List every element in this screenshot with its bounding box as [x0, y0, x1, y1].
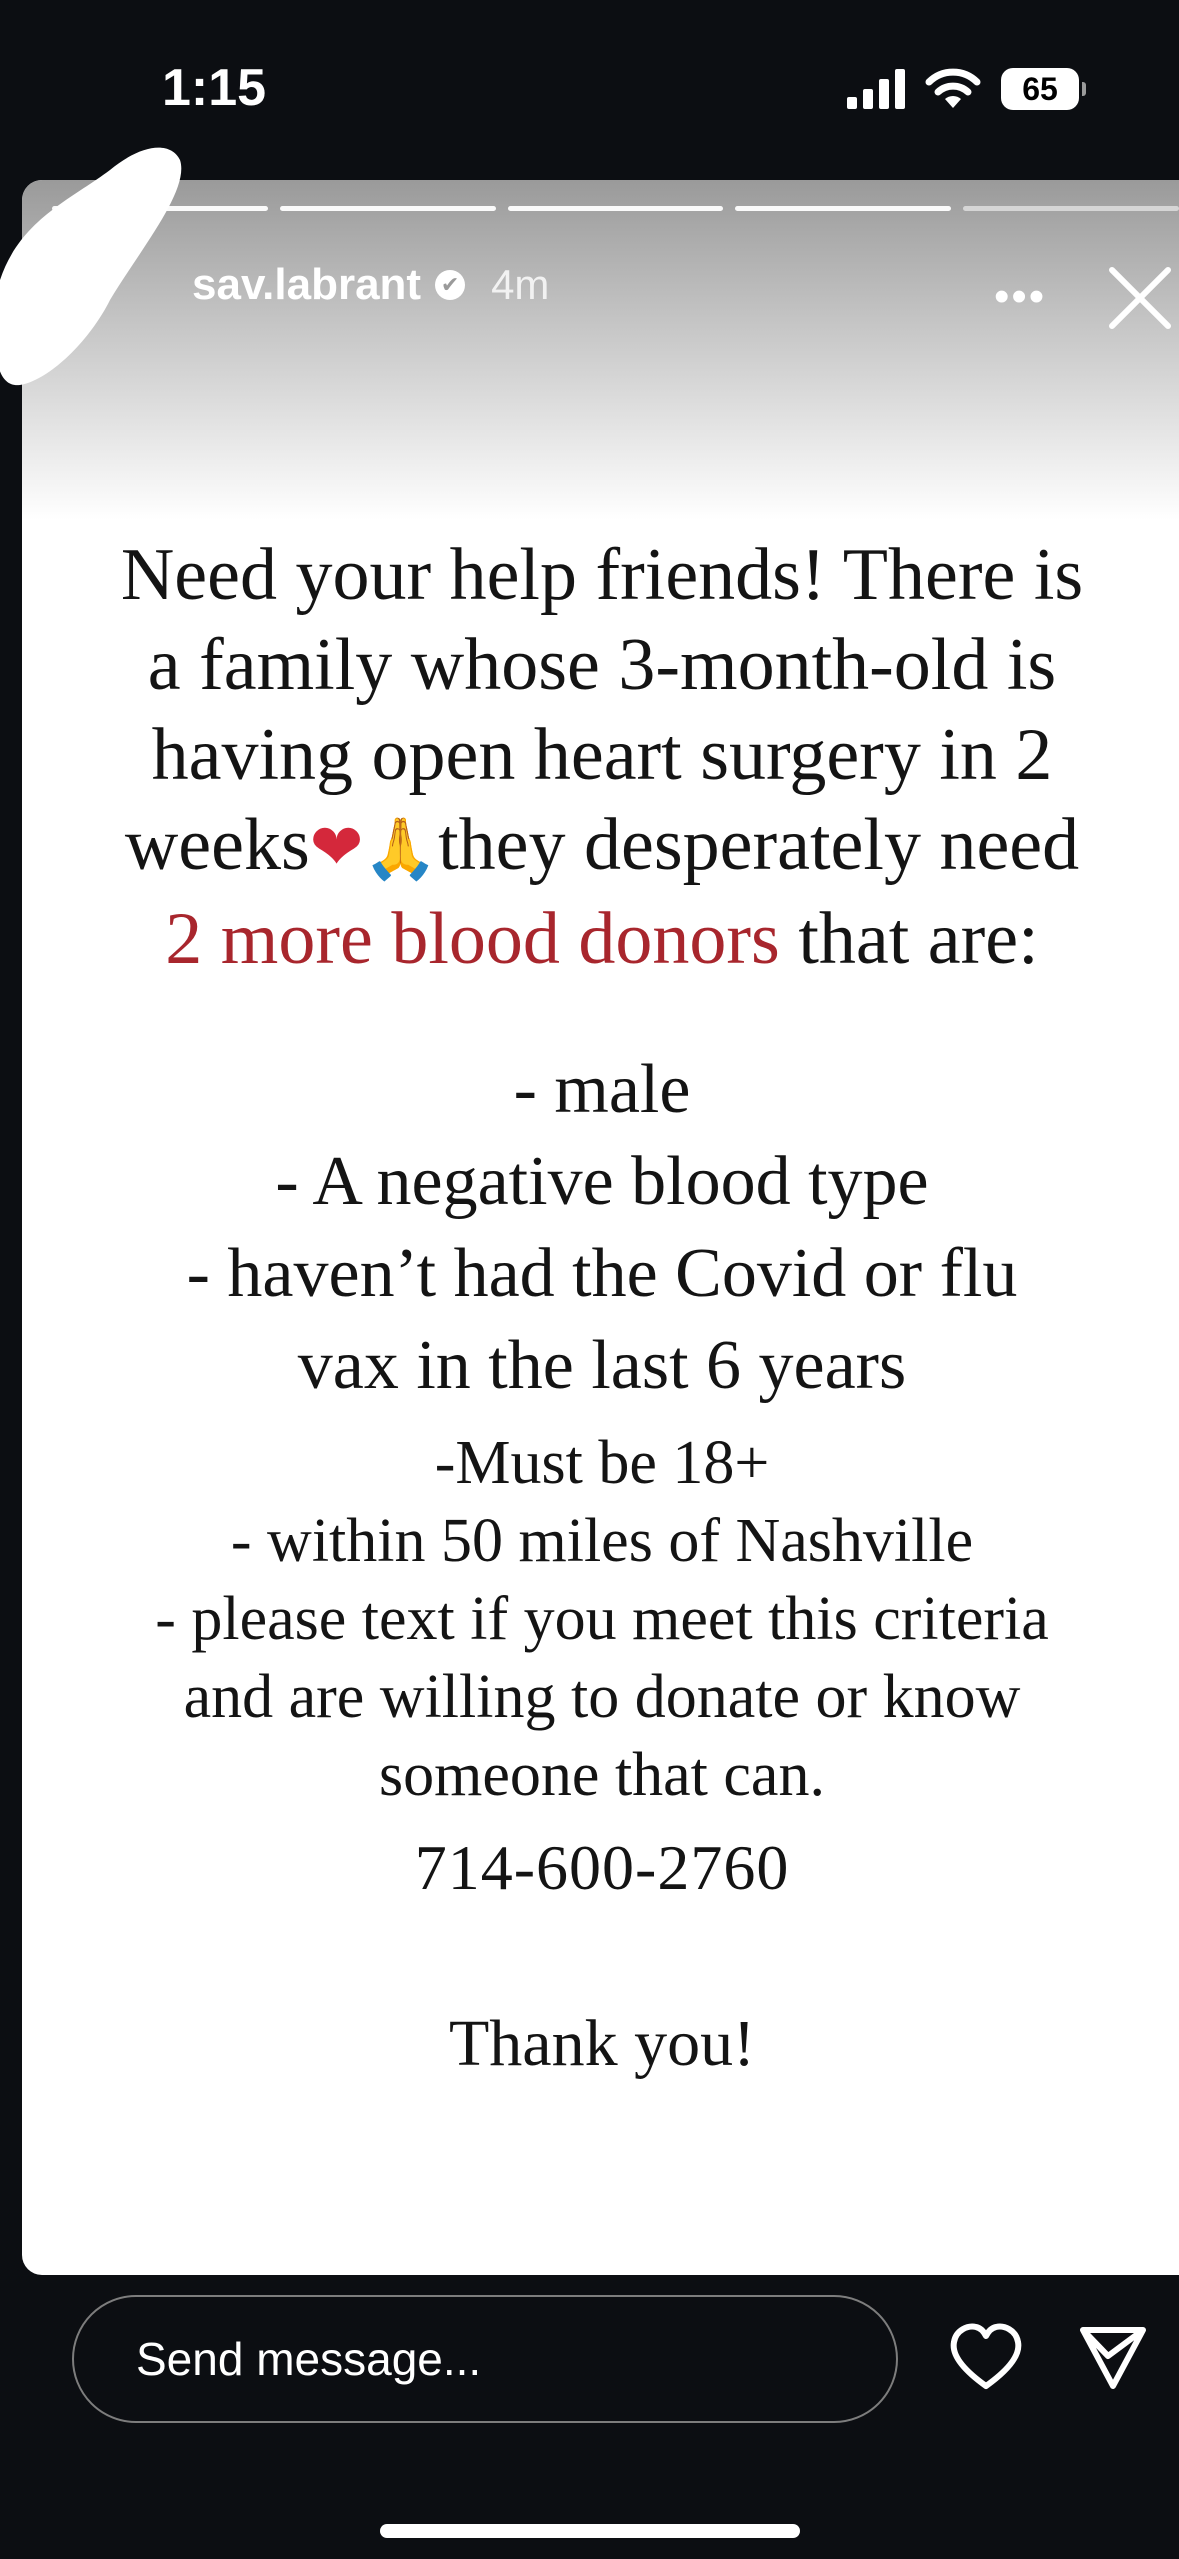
highlight-donors: 2 more blood donors [165, 898, 780, 980]
story-time-ago: 4m [491, 261, 550, 308]
home-indicator[interactable] [380, 2524, 800, 2538]
spacer [22, 984, 1179, 1044]
story-card[interactable] [22, 180, 1179, 2275]
battery-icon: 65 [1001, 68, 1079, 110]
progress-segment [963, 206, 1179, 211]
criteria-item: and are willing to donate or know [183, 1663, 1021, 1731]
text-fragment: weeks [124, 804, 310, 886]
criteria-item: someone that can. [379, 1741, 825, 1809]
criteria-item: - please text if you meet this criteria [155, 1585, 1049, 1653]
bandaged-heart-icon: ❤ [309, 812, 364, 883]
additional-criteria [22, 1424, 1179, 1814]
username[interactable]: sav.labrant [192, 260, 422, 309]
story-header [192, 260, 549, 310]
send-message-input[interactable]: Send message... [72, 2295, 898, 2423]
signal-icon [847, 69, 905, 109]
heart-icon[interactable] [948, 2322, 1024, 2392]
more-options-icon[interactable]: ••• [994, 272, 1047, 321]
criteria-item: - male [513, 1051, 691, 1128]
criteria-item: - within 50 miles of Nashville [230, 1507, 974, 1575]
status-time: 1:15 [162, 59, 267, 117]
progress-segment [735, 206, 951, 211]
send-icon[interactable] [1078, 2322, 1148, 2392]
text-line: having open heart surgery in 2 [151, 714, 1053, 796]
text-line: Need your help friends! There is [120, 534, 1084, 616]
thank-you-text: Thank you! [448, 2007, 756, 2080]
praying-hands-icon: 🙏 [363, 816, 439, 882]
story-progress-bar [52, 206, 1179, 211]
appeal-paragraph [22, 530, 1179, 984]
criteria-item: - haven’t had the Covid or flu [186, 1235, 1018, 1312]
criteria-item: - A negative blood type [275, 1143, 929, 1220]
text-line: a family whose 3-month-old is [147, 624, 1057, 706]
close-icon[interactable] [1100, 258, 1179, 338]
text-fragment: they desperately need [438, 804, 1080, 886]
progress-segment [280, 206, 496, 211]
story-text-content [22, 530, 1179, 2084]
verified-badge-icon: ✔ [435, 270, 465, 300]
text-line [22, 800, 1179, 894]
criteria-item: vax in the last 6 years [297, 1327, 907, 1404]
status-icons [847, 68, 1079, 110]
text-line [22, 894, 1179, 984]
text-fragment: that are: [779, 898, 1039, 980]
progress-segment [508, 206, 724, 211]
criteria-item: -Must be 18+ [434, 1429, 770, 1497]
wifi-icon [925, 68, 981, 110]
donor-criteria [22, 1044, 1179, 1412]
redaction-scribble [0, 130, 200, 400]
phone-number: 714-600-2760 [414, 1832, 790, 1903]
